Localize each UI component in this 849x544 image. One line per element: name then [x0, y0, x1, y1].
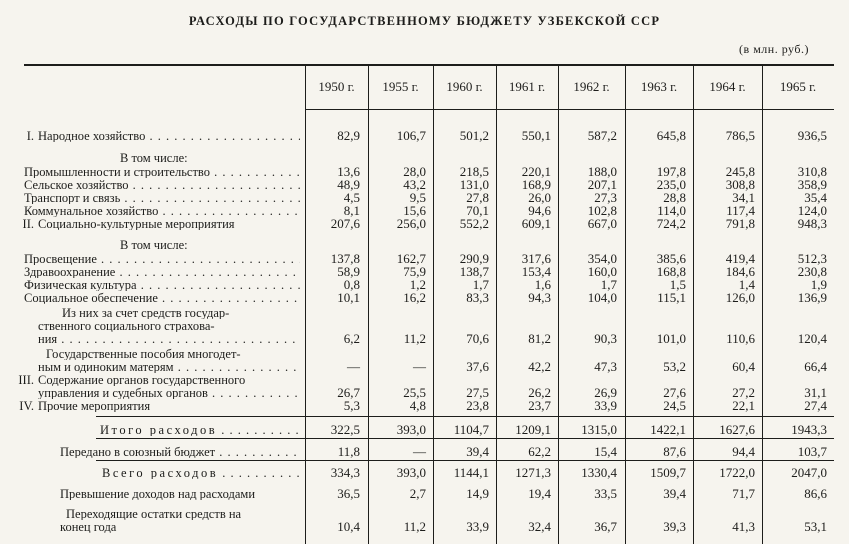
value-cell: 207,1 — [587, 177, 617, 192]
top-rule — [24, 64, 834, 66]
value-cell: 26,2 — [528, 385, 551, 400]
value-cell: 120,4 — [797, 331, 827, 346]
value-cell: 188,0 — [587, 164, 617, 179]
value-cell: 33,9 — [466, 519, 489, 534]
value-cell: 138,7 — [459, 264, 489, 279]
row-label: Транспорт и связь . . . — [24, 192, 300, 204]
section-number: III. — [18, 373, 34, 387]
row-label: Промышленности и строительство . . . — [24, 166, 300, 178]
value-cell: 32,4 — [528, 519, 551, 534]
value-cell: 358,9 — [797, 177, 827, 192]
row-label: Содержание органов государственного — [38, 374, 246, 386]
value-cell: 124,0 — [797, 203, 827, 218]
value-cell: 103,7 — [797, 444, 827, 459]
value-cell: 42,2 — [528, 359, 551, 374]
year-header: 1964 г. — [709, 79, 746, 94]
value-cell: 168,9 — [521, 177, 551, 192]
value-cell: 322,5 — [330, 422, 360, 437]
value-cell: 235,0 — [656, 177, 686, 192]
value-cell: 83,3 — [466, 290, 489, 305]
value-cell: 31,1 — [804, 385, 827, 400]
value-cell: 501,2 — [459, 128, 489, 143]
value-cell: — — [413, 444, 426, 459]
value-cell: 1144,1 — [453, 465, 489, 480]
row-label: Передано в союзный бюджет . . . — [60, 446, 300, 458]
section-number: IV. — [19, 399, 34, 413]
value-cell: 27,4 — [804, 398, 827, 413]
table-title: РАСХОДЫ ПО ГОСУДАРСТВЕННОМУ БЮДЖЕТУ УЗБЕКСКОЙ ССР — [188, 14, 661, 28]
value-cell: 0,8 — [343, 277, 360, 292]
value-cell: 126,0 — [725, 290, 755, 305]
value-cell: 58,9 — [337, 264, 360, 279]
value-cell: 36,7 — [594, 519, 617, 534]
value-cell: 8,1 — [343, 203, 360, 218]
value-cell: 24,5 — [663, 398, 686, 413]
value-cell: 552,2 — [459, 216, 489, 231]
value-cell: 218,5 — [459, 164, 489, 179]
value-cell: 256,0 — [396, 216, 426, 231]
row-label: Превышение доходов над расходами — [60, 488, 256, 500]
value-cell: 168,8 — [656, 264, 686, 279]
value-cell: 15,4 — [594, 444, 617, 459]
value-cell: 86,6 — [804, 486, 827, 501]
value-cell: 1271,3 — [515, 465, 551, 480]
row-label: управления и судебных органов . . . — [38, 387, 300, 399]
value-cell: 1722,0 — [719, 465, 755, 480]
value-cell: 37,6 — [466, 359, 489, 374]
section-number: I. — [26, 129, 34, 143]
value-cell: 4,5 — [343, 190, 360, 205]
value-cell: 393,0 — [396, 465, 426, 480]
row-label: ственного социального страхова- — [38, 320, 215, 332]
value-cell: 667,0 — [587, 216, 617, 231]
value-cell: 162,7 — [396, 251, 426, 266]
value-cell: 27,5 — [466, 385, 489, 400]
value-cell: 550,1 — [521, 128, 551, 143]
value-cell: 936,5 — [797, 128, 827, 143]
column-divider — [762, 64, 763, 544]
row-label: ния . . . — [38, 333, 300, 345]
year-header: 1955 г. — [382, 79, 419, 94]
value-cell: 60,4 — [732, 359, 755, 374]
value-cell: 39,4 — [466, 444, 489, 459]
row-label: Из них за счет средств государ- — [62, 307, 230, 319]
value-cell: 94,3 — [528, 290, 551, 305]
value-cell: 48,9 — [337, 177, 360, 192]
value-cell: 724,2 — [656, 216, 686, 231]
value-cell: 34,1 — [732, 190, 755, 205]
row-label: Итого расходов . . . — [100, 424, 300, 436]
value-cell: — — [347, 359, 360, 374]
value-cell: 1422,1 — [650, 422, 686, 437]
row-label: Просвещение . . . — [24, 253, 300, 265]
value-cell: 102,8 — [587, 203, 617, 218]
row-label: Сельское хозяйство . . . — [24, 179, 300, 191]
value-cell: 1,6 — [534, 277, 551, 292]
value-cell: 62,2 — [528, 444, 551, 459]
value-cell: 13,6 — [337, 164, 360, 179]
value-cell: 22,1 — [732, 398, 755, 413]
value-cell: 1627,6 — [719, 422, 755, 437]
row-label: Государственные пособия многодет- — [46, 348, 241, 360]
value-cell: 70,6 — [466, 331, 489, 346]
year-header: 1950 г. — [318, 79, 355, 94]
value-cell: 11,8 — [337, 444, 360, 459]
value-cell: 220,1 — [521, 164, 551, 179]
value-cell: 385,6 — [656, 251, 686, 266]
value-cell: 645,8 — [656, 128, 686, 143]
value-cell: 160,0 — [587, 264, 617, 279]
value-cell: 15,6 — [403, 203, 426, 218]
value-cell: 114,0 — [657, 203, 686, 218]
value-cell: 334,3 — [330, 465, 360, 480]
row-label: Всего расходов . . . — [102, 467, 300, 479]
value-cell: 1315,0 — [581, 422, 617, 437]
value-cell: 4,8 — [409, 398, 426, 413]
value-cell: 230,8 — [797, 264, 827, 279]
value-cell: 26,0 — [528, 190, 551, 205]
value-cell: 87,6 — [663, 444, 686, 459]
value-cell: 245,8 — [725, 164, 755, 179]
row-label: ным и одиноким матерям . . . — [38, 361, 300, 373]
value-cell: 28,0 — [403, 164, 426, 179]
value-cell: 11,2 — [403, 519, 426, 534]
value-cell: 90,3 — [594, 331, 617, 346]
value-cell: 1943,3 — [791, 422, 827, 437]
value-cell: 136,9 — [797, 290, 827, 305]
column-divider — [693, 64, 694, 544]
value-cell: 27,6 — [663, 385, 686, 400]
value-cell: 53,2 — [663, 359, 686, 374]
row-label: Прочие мероприятия — [38, 400, 151, 412]
row-label: Социально-культурные мероприятия — [38, 218, 235, 230]
value-cell: 36,5 — [337, 486, 360, 501]
row-label: Коммунальное хозяйство . . . — [24, 205, 300, 217]
value-cell: 25,5 — [403, 385, 426, 400]
row-label: Переходящие остатки средств на — [66, 508, 242, 520]
value-cell: 1330,4 — [581, 465, 617, 480]
value-cell: 2,7 — [409, 486, 426, 501]
value-cell: 47,3 — [594, 359, 617, 374]
value-cell: 41,3 — [732, 519, 755, 534]
value-cell: 106,7 — [396, 128, 426, 143]
value-cell: 10,1 — [337, 290, 360, 305]
header-bottom-rule — [306, 109, 834, 110]
value-cell: 14,9 — [466, 486, 489, 501]
value-cell: 290,9 — [459, 251, 489, 266]
value-cell: 33,5 — [594, 486, 617, 501]
value-cell: 948,3 — [797, 216, 827, 231]
value-cell: 117,4 — [726, 203, 755, 218]
value-cell: 5,3 — [343, 398, 360, 413]
value-cell: 39,3 — [663, 519, 686, 534]
value-cell: 82,9 — [337, 128, 360, 143]
value-cell: 1,5 — [669, 277, 686, 292]
rule-above-itogo — [96, 416, 834, 417]
value-cell: 153,4 — [521, 264, 551, 279]
value-cell: 131,0 — [459, 177, 489, 192]
row-label: Здравоохранение . . . — [24, 266, 300, 278]
year-header: 1965 г. — [779, 79, 817, 94]
value-cell: 75,9 — [403, 264, 426, 279]
units-note: (в млн. руб.) — [739, 42, 809, 56]
value-cell: 110,6 — [726, 331, 755, 346]
value-cell: 310,8 — [797, 164, 827, 179]
value-cell: 16,2 — [403, 290, 426, 305]
value-cell: 207,6 — [330, 216, 360, 231]
year-header: 1960 г. — [446, 79, 483, 94]
value-cell: 1209,1 — [515, 422, 551, 437]
value-cell: 94,4 — [732, 444, 755, 459]
value-cell: 27,8 — [466, 190, 489, 205]
value-cell: 101,0 — [656, 331, 686, 346]
value-cell: 23,8 — [466, 398, 489, 413]
rule-above-vsego — [96, 460, 834, 461]
value-cell: 137,8 — [330, 251, 360, 266]
year-header: 1962 г. — [573, 79, 610, 94]
value-cell: 115,1 — [657, 290, 686, 305]
value-cell: 104,0 — [587, 290, 617, 305]
value-cell: 1104,7 — [453, 422, 489, 437]
value-cell: 587,2 — [587, 128, 617, 143]
rule-above-peredano — [96, 438, 834, 439]
value-cell: 1,7 — [472, 277, 489, 292]
value-cell: 70,1 — [466, 203, 489, 218]
value-cell: 393,0 — [396, 422, 426, 437]
value-cell: 308,8 — [725, 177, 755, 192]
value-cell: 53,1 — [804, 519, 827, 534]
value-cell: 1509,7 — [650, 465, 686, 480]
value-cell: 791,8 — [725, 216, 755, 231]
value-cell: 11,2 — [403, 331, 426, 346]
row-label: Народное хозяйство . . . — [38, 130, 300, 142]
value-cell: 35,4 — [804, 190, 827, 205]
value-cell: 6,2 — [343, 331, 360, 346]
value-cell: 81,2 — [528, 331, 551, 346]
value-cell: 10,4 — [337, 519, 360, 534]
value-cell: 71,7 — [732, 486, 755, 501]
value-cell: 197,8 — [656, 164, 686, 179]
value-cell: 354,0 — [587, 251, 617, 266]
value-cell: 19,4 — [528, 486, 551, 501]
value-cell: 39,4 — [663, 486, 686, 501]
value-cell: 419,4 — [725, 251, 755, 266]
value-cell: 23,7 — [528, 398, 551, 413]
value-cell: 1,9 — [810, 277, 827, 292]
value-cell: 33,9 — [594, 398, 617, 413]
value-cell: 1,2 — [409, 277, 426, 292]
year-header: 1963 г. — [640, 79, 678, 94]
value-cell: 28,8 — [663, 190, 686, 205]
value-cell: 1,4 — [738, 277, 755, 292]
value-cell: — — [413, 359, 426, 374]
row-label: Социальное обеспечение . . . — [24, 292, 300, 304]
value-cell: 512,3 — [797, 251, 827, 266]
value-cell: 2047,0 — [791, 465, 827, 480]
value-cell: 9,5 — [409, 190, 426, 205]
row-label: В том числе: — [120, 152, 188, 164]
value-cell: 94,6 — [528, 203, 551, 218]
row-label: В том числе: — [120, 239, 188, 251]
row-label: Физическая культура . . . — [24, 279, 300, 291]
value-cell: 26,9 — [594, 385, 617, 400]
value-cell: 317,6 — [521, 251, 551, 266]
value-cell: 786,5 — [725, 128, 755, 143]
value-cell: 184,6 — [725, 264, 755, 279]
section-number: II. — [22, 217, 34, 231]
value-cell: 66,4 — [804, 359, 827, 374]
year-header: 1961 г. — [508, 79, 546, 94]
value-cell: 1,7 — [600, 277, 617, 292]
value-cell: 27,3 — [594, 190, 617, 205]
value-cell: 609,1 — [521, 216, 551, 231]
value-cell: 43,2 — [403, 177, 426, 192]
row-label: конец года — [60, 521, 117, 533]
value-cell: 26,7 — [337, 385, 360, 400]
value-cell: 27,2 — [732, 385, 755, 400]
